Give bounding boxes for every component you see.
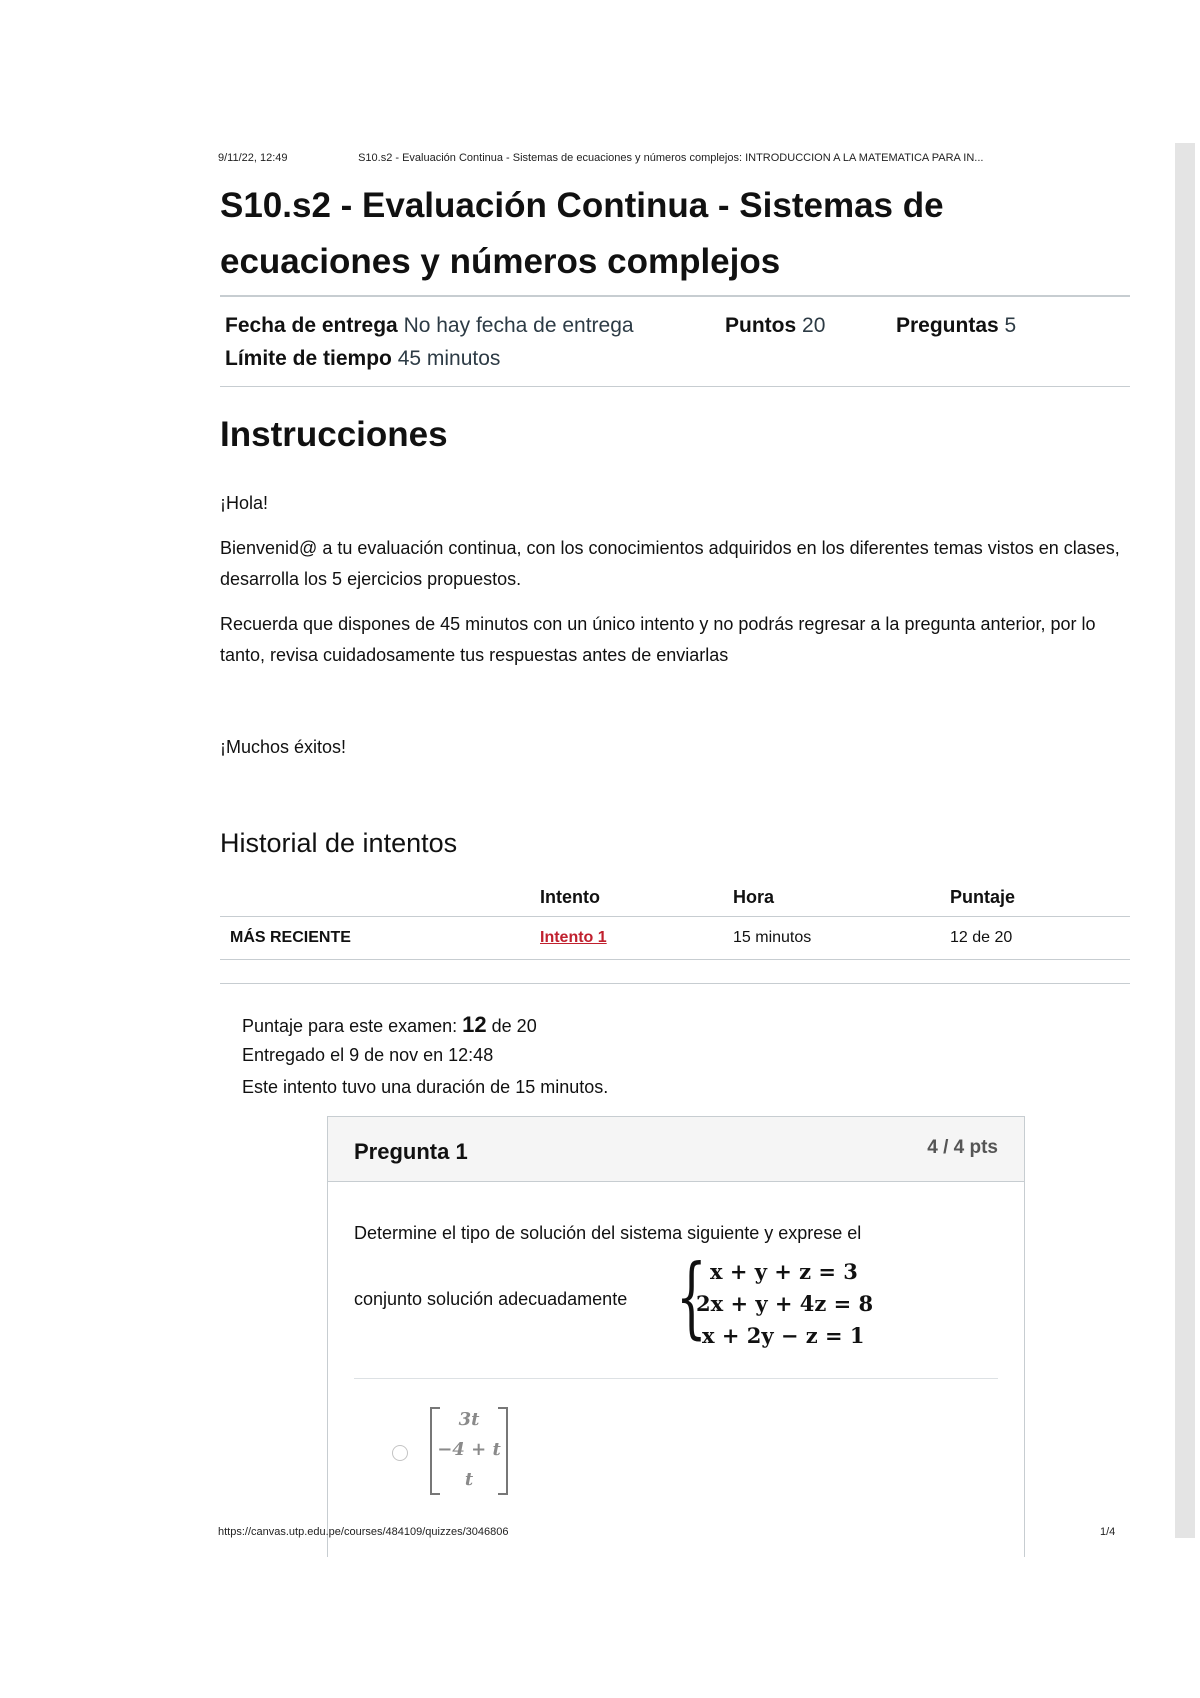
question-text-line-2: conjunto solución adecuadamente [354,1289,628,1309]
answer-option-1[interactable] [392,1407,592,1499]
instructions-heading: Instrucciones [220,415,448,454]
radio-button[interactable] [392,1445,408,1461]
column-header-time: Hora [733,878,950,917]
attempt-cell [540,917,733,960]
due-value: No hay fecha de entrega [403,314,634,337]
score-label: Puntaje para este examen: [242,1016,458,1036]
attempt-history-table [220,878,1130,960]
question-header [328,1117,1024,1182]
attempt-link[interactable]: Intento 1 [540,929,607,946]
question-card [327,1116,1025,1557]
instructions-paragraph-2: Recuerda que dispones de 45 minutos con un único intento y no podrás regresar a la pregunta anterior, por lo tanto, revisa cuidadosamente tus respuestas antes de enviarlas [220,614,1096,665]
equation-1: x + y + z = 3 [710,1259,858,1284]
points-value: 20 [802,314,826,337]
equation-3: x + 2y − z = 1 [702,1323,865,1348]
divider [220,386,1130,387]
column-header-attempt: Intento [540,878,733,917]
history-heading: Historial de intentos [220,828,458,858]
print-page-number: 1/4 [1100,1526,1116,1538]
score-value: 12 [462,1012,487,1037]
questions-label: Preguntas [896,314,999,337]
question-text-line-1: Determine el tipo de solución del sistema siguiente y exprese el [354,1223,862,1243]
duration-info: Este intento tuvo una duración de 15 minutos. [242,1077,609,1097]
quiz-title: S10.s2 - Evaluación Continua - Sistemas de ecuaciones y números complejos [220,186,944,281]
table-row [220,917,1130,960]
score-summary [242,1012,537,1038]
divider [220,295,1130,297]
scrollbar[interactable] [1175,143,1195,1538]
table-header-row [220,878,1130,917]
quiz-points [725,314,825,338]
print-title: S10.s2 - Evaluación Continua - Sistemas de ecuaciones y números complejos: INTRODUCCION A LA MATEMATICA PARA IN... [358,152,984,164]
time-limit-value: 45 minutos [397,347,501,370]
matrix-cell: t [464,1469,474,1490]
questions-value: 5 [1004,314,1017,337]
time-limit-label: Límite de tiempo [225,347,392,370]
score-total: de 20 [491,1016,537,1036]
quiz-questions [896,314,1016,338]
question-points: 4 / 4 pts [927,1137,998,1158]
brace-symbol: { [676,1245,707,1348]
time-cell: 15 minutos [733,917,950,960]
instructions-paragraph-1: Bienvenid@ a tu evaluación continua, con los conocimientos adquiridos en los diferentes temas vistos en clases, desarrolla los 5 ejercicios propuestos. [220,538,1120,589]
question-title: Pregunta 1 [354,1139,468,1164]
equation-2: 2x + y + 4z = 8 [696,1291,874,1316]
score-cell: 12 de 20 [950,917,1130,960]
column-header-score: Puntaje [950,878,1130,917]
answer-matrix [430,1407,508,1495]
print-footer-url: https://canvas.utp.edu.pe/courses/484109/quizzes/3046806 [218,1526,509,1538]
submitted-info: Entregado el 9 de nov en 12:48 [242,1045,494,1065]
print-date: 9/11/22, 12:49 [218,152,288,164]
instructions-greeting: ¡Hola! [220,493,269,513]
row-label: MÁS RECIENTE [220,917,540,960]
divider [220,983,1130,984]
matrix-cell: 3t [458,1409,480,1430]
points-label: Puntos [725,314,797,337]
question-divider [354,1378,998,1379]
due-label: Fecha de entrega [225,314,398,337]
equation-system [676,1245,876,1351]
matrix-cell: −4 + t [437,1439,501,1460]
print-header [218,152,1135,164]
quiz-meta-row-1 [225,314,634,338]
column-header-empty [220,878,540,917]
instructions-closing: ¡Muchos éxitos! [220,737,347,757]
quiz-meta-row-2 [225,347,500,371]
